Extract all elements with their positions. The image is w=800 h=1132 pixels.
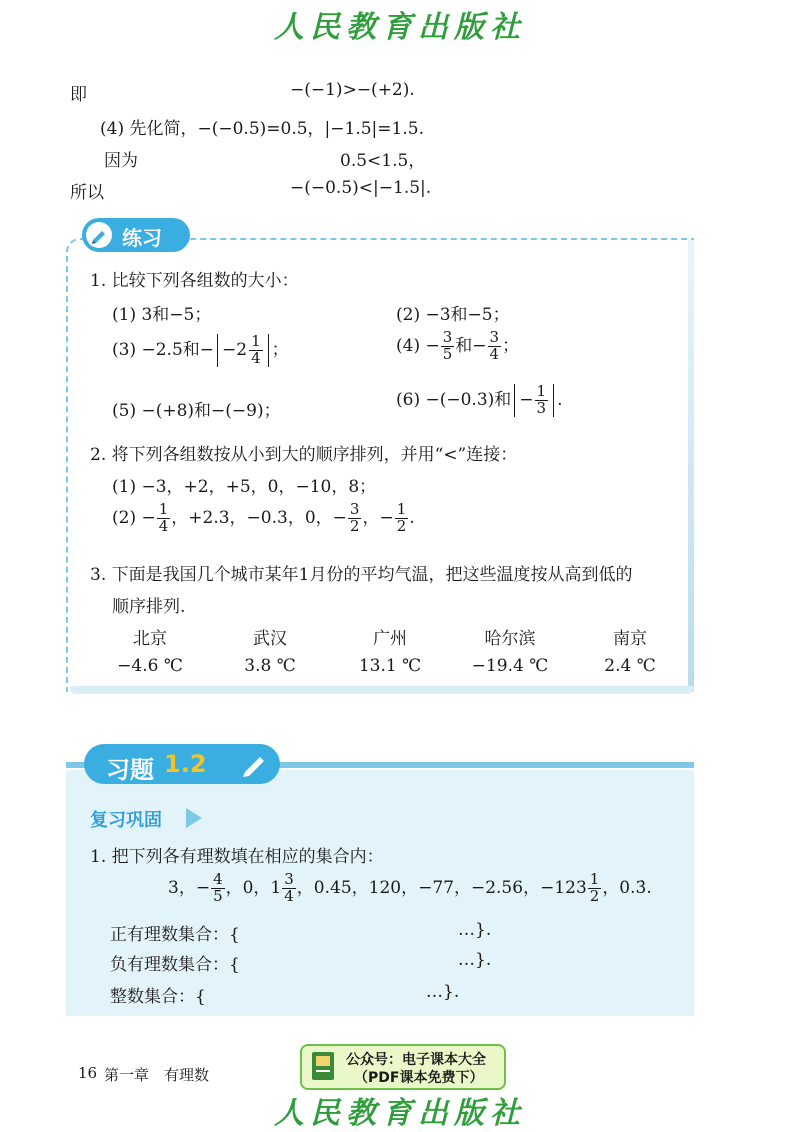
fraction: $\frac{1}{3}$ [536,382,547,417]
intro-line4-expr: −(−0.5)<|−1.5|. [290,178,432,198]
practice-q2-p1: (1) −3，+2，+5，0，−10，8； [112,477,377,497]
fraction: $\frac{3}{5}$ [442,328,453,363]
exercise-q1-numbers: 3，− $\frac{4}{5}$ ，0，1 $\frac{3}{4}$ ，0.45，120，−77，−2.56，−123 $\frac{1}{2}$ ，0.3̇. [168,870,652,905]
practice-q1-p6: (6) −(−0.3)和 − $\frac{1}{3}$ . [396,382,563,417]
exercise-q1-stem: 1. 把下列各有理数填在相应的集合内： [90,847,384,867]
practice-title: 练习 [122,226,162,250]
absolute-value: − $\frac{1}{3}$ [514,384,554,417]
absolute-value: −2 $\frac{1}{4}$ [217,334,269,367]
intro-line4-label: 所以 [70,183,104,203]
set-positive-label: 正有理数集合：{ [110,925,240,945]
intro-line3-label: 因为 [104,151,138,171]
set-integer-end: …}. [426,982,460,1002]
set-positive-end: …}. [458,920,492,940]
temp-cell: −19.4 ℃ [471,656,549,676]
page-number: 16 [78,1064,98,1082]
book-icon [310,1050,336,1082]
banner-line2: （PDF课本免费下） [354,1070,484,1086]
chapter-title: 第一章 有理数 [104,1066,210,1084]
fraction: $\frac{1}{2}$ [396,500,407,535]
practice-q2-stem: 2. 将下列各组数按从小到大的顺序排列，并用“<”连接： [90,445,518,465]
exercise-tag-text: 习题 [106,756,154,784]
fraction: $\frac{1}{2}$ [589,870,600,905]
temperature-value-row [90,656,690,676]
practice-q1-p5: (5) −(+8)和−(−9)； [112,401,281,421]
intro-line2: (4) 先化简，−(−0.5)=0.5，|−1.5|=1.5. [100,119,424,139]
practice-q3-stem-1: 3. 下面是我国几个城市某年1月份的平均气温，把这些温度按从高到低的 [90,565,633,585]
review-heading: 复习巩固 [90,810,162,831]
practice-q2-p2: (2) − $\frac{1}{4}$ ，+2.3，−0.3，0，− $\frac{3}{2}$ ，− $\frac{1}{2}$ . [112,500,415,535]
intro-line1-expr: −(−1)>−(+2). [290,80,415,100]
city-cell: 广州 [373,629,407,649]
practice-q1-stem: 1. 比较下列各组数的大小： [90,271,299,291]
fraction: $\frac{3}{4}$ [489,328,500,363]
footer-brand: 人民教育出版社 [274,1096,526,1131]
practice-box-shadow [70,686,694,694]
temp-cell: −4.6 ℃ [117,656,183,676]
fraction: $\frac{4}{5}$ [213,870,223,905]
practice-tag [82,218,190,252]
practice-q1-p1: (1) 3和−5； [112,305,212,325]
practice-q3-stem-2: 顺序排列. [112,597,186,617]
set-negative-end: …}. [458,950,492,970]
temp-cell: 3.8 ℃ [244,656,296,676]
intro-line1-label: 即 [70,85,87,105]
header-brand: 人民教育出版社 [274,10,526,45]
practice-q1-p4: (4) − $\frac{3}{5}$ 和− $\frac{3}{4}$ ； [396,328,520,363]
fraction: $\frac{1}{4}$ [158,500,169,535]
arrow-right-icon [186,808,202,828]
intro-line3-expr: 0.5<1.5， [340,151,426,171]
temp-cell: 2.4 ℃ [604,656,656,676]
fraction: $\frac{1}{4}$ [251,332,261,367]
practice-q1-p3: (3) −2.5和− −2 $\frac{1}{4}$ ； [112,332,289,367]
exercise-tag-number: 1.2 [164,750,207,778]
set-integer-label: 整数集合：{ [110,987,206,1007]
temperature-city-row [90,624,690,649]
pencil-icon [86,222,112,248]
temp-cell: 13.1 ℃ [358,656,422,676]
city-cell: 武汉 [253,629,287,649]
promo-banner [300,1044,506,1090]
practice-q1-p2: (2) −3和−5； [396,305,510,325]
fraction: $\frac{3}{2}$ [349,500,360,535]
banner-line1: 公众号：电子课本大全 [346,1052,486,1068]
fraction: $\frac{3}{4}$ [284,870,294,905]
city-cell: 北京 [133,629,167,649]
city-cell: 南京 [613,629,647,649]
city-cell: 哈尔滨 [484,629,536,649]
set-negative-label: 负有理数集合：{ [110,955,240,975]
exercise-tag [84,744,280,784]
pen-icon [240,750,268,784]
